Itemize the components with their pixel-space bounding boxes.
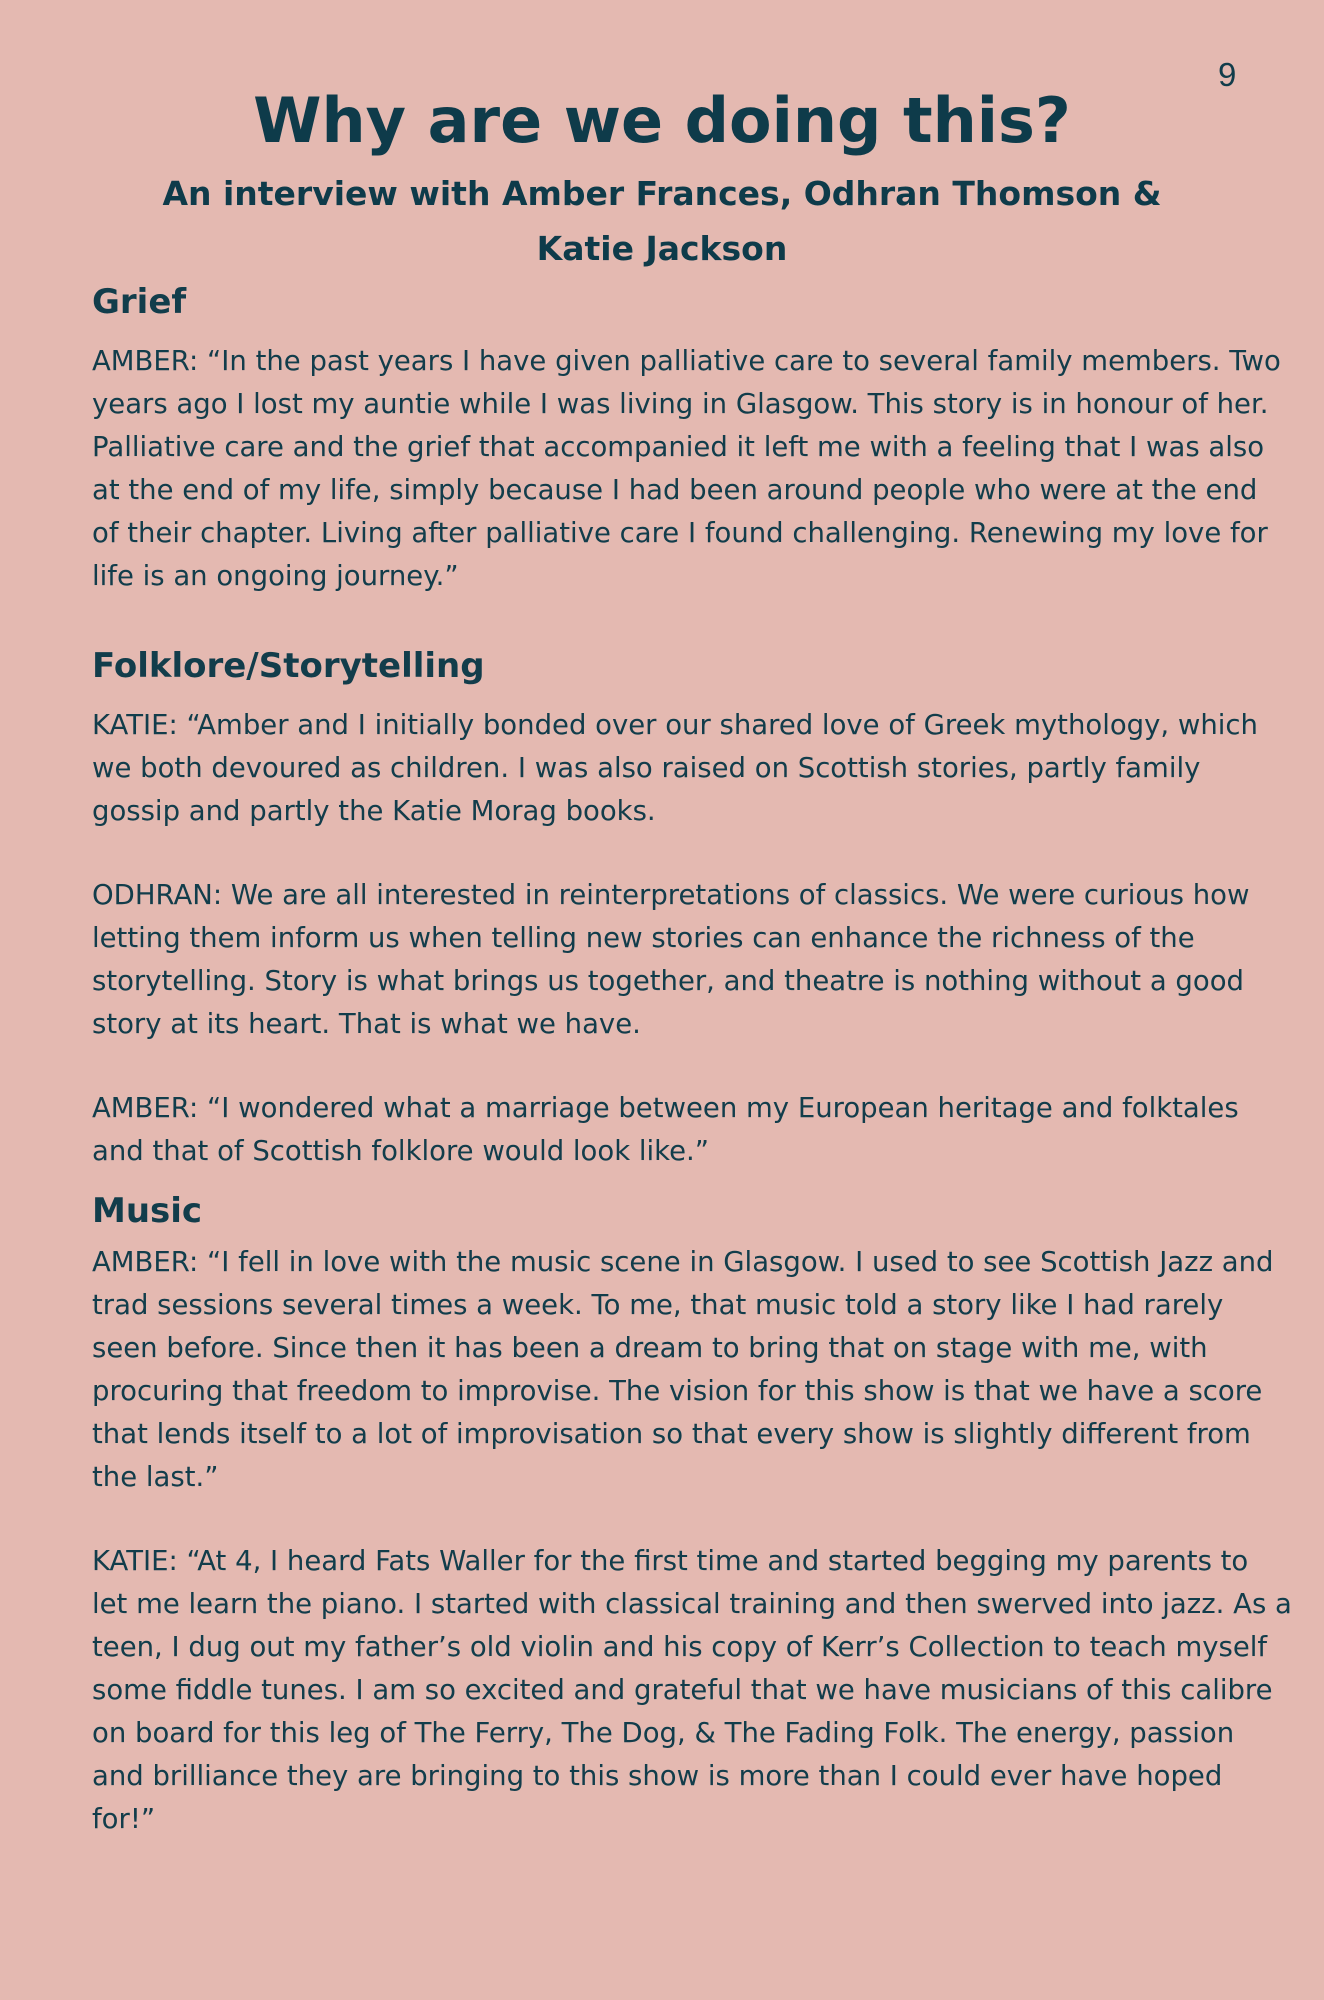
page-number: 9 [1218,56,1237,93]
article-body [92,278,1292,1841]
section-grief [92,278,1292,598]
page-subtitle: An interview with Amber Frances, Odhran Thomson & Katie Jackson [162,174,1162,268]
paragraph-amber-folklore: AMBER: “I wondered what a marriage between my European heritage and folktales and that of Scottish folklore would look like.” [92,1092,1239,1167]
section-heading-music: Music [92,1191,203,1231]
paragraph-amber-grief: AMBER: “In the past years I have given palliative care to several family members. Two years ago I lost my auntie while I was living in Glasgow. This story is in honour of her. Palliative care and the grief that accompanied it left me with a feeling that I was also at the end of my life, simply because I had been around people who were at the end of their chapter. Living after palliative care I found challenging. Renewing my love for life is an ongoing journey.” [92,345,1281,592]
section-folklore [92,642,1292,1173]
section-heading-folklore: Folklore/Storytelling [92,646,485,686]
paragraph-katie-music: KATIE: “At 4, I heard Fats Waller for the first time and started begging my parents to let me learn the piano. I started with classical training and then swerved into jazz. As a teen, I dug out my father’s old violin and his copy of Kerr’s Collection to teach myself some fiddle tunes. I am so excited and grateful that we have musicians of this calibre on board for this leg of The Ferry, The Dog, & The Fading Folk. The energy, passion and brilliance they are bringing to this show is more than I could ever have hoped for!” [92,1545,1292,1835]
section-music [92,1187,1292,1841]
paragraph-odhran-folklore: ODHRAN: We are all interested in reinterpretations of classics. We were curious how letting them inform us when telling new stories can enhance the richness of the storytelling. Story is what brings us together, and theatre is nothing without a good story at its heart. That is what we have. [92,879,1250,1040]
page-title: Why are we doing this? [253,84,1071,157]
page-header [0,76,1324,276]
paragraph-amber-music: AMBER: “I fell in love with the music scene in Glasgow. I used to see Scottish Jazz and trad sessions several times a week. To me, that music told a story like I had rarely seen before. Since then it has been a dream to bring that on stage with me, with procuring that freedom to improvise. The vision for this show is that we have a score that lends itself to a lot of improvisation so that every show is slightly different from the last.” [92,1246,1274,1493]
paragraph-katie-folklore: KATIE: “Amber and I initially bonded over our shared love of Greek mythology, which we both devoured as children. I was also raised on Scottish stories, partly family gossip and partly the Katie Morag books. [92,709,1258,827]
section-heading-grief: Grief [92,282,187,322]
